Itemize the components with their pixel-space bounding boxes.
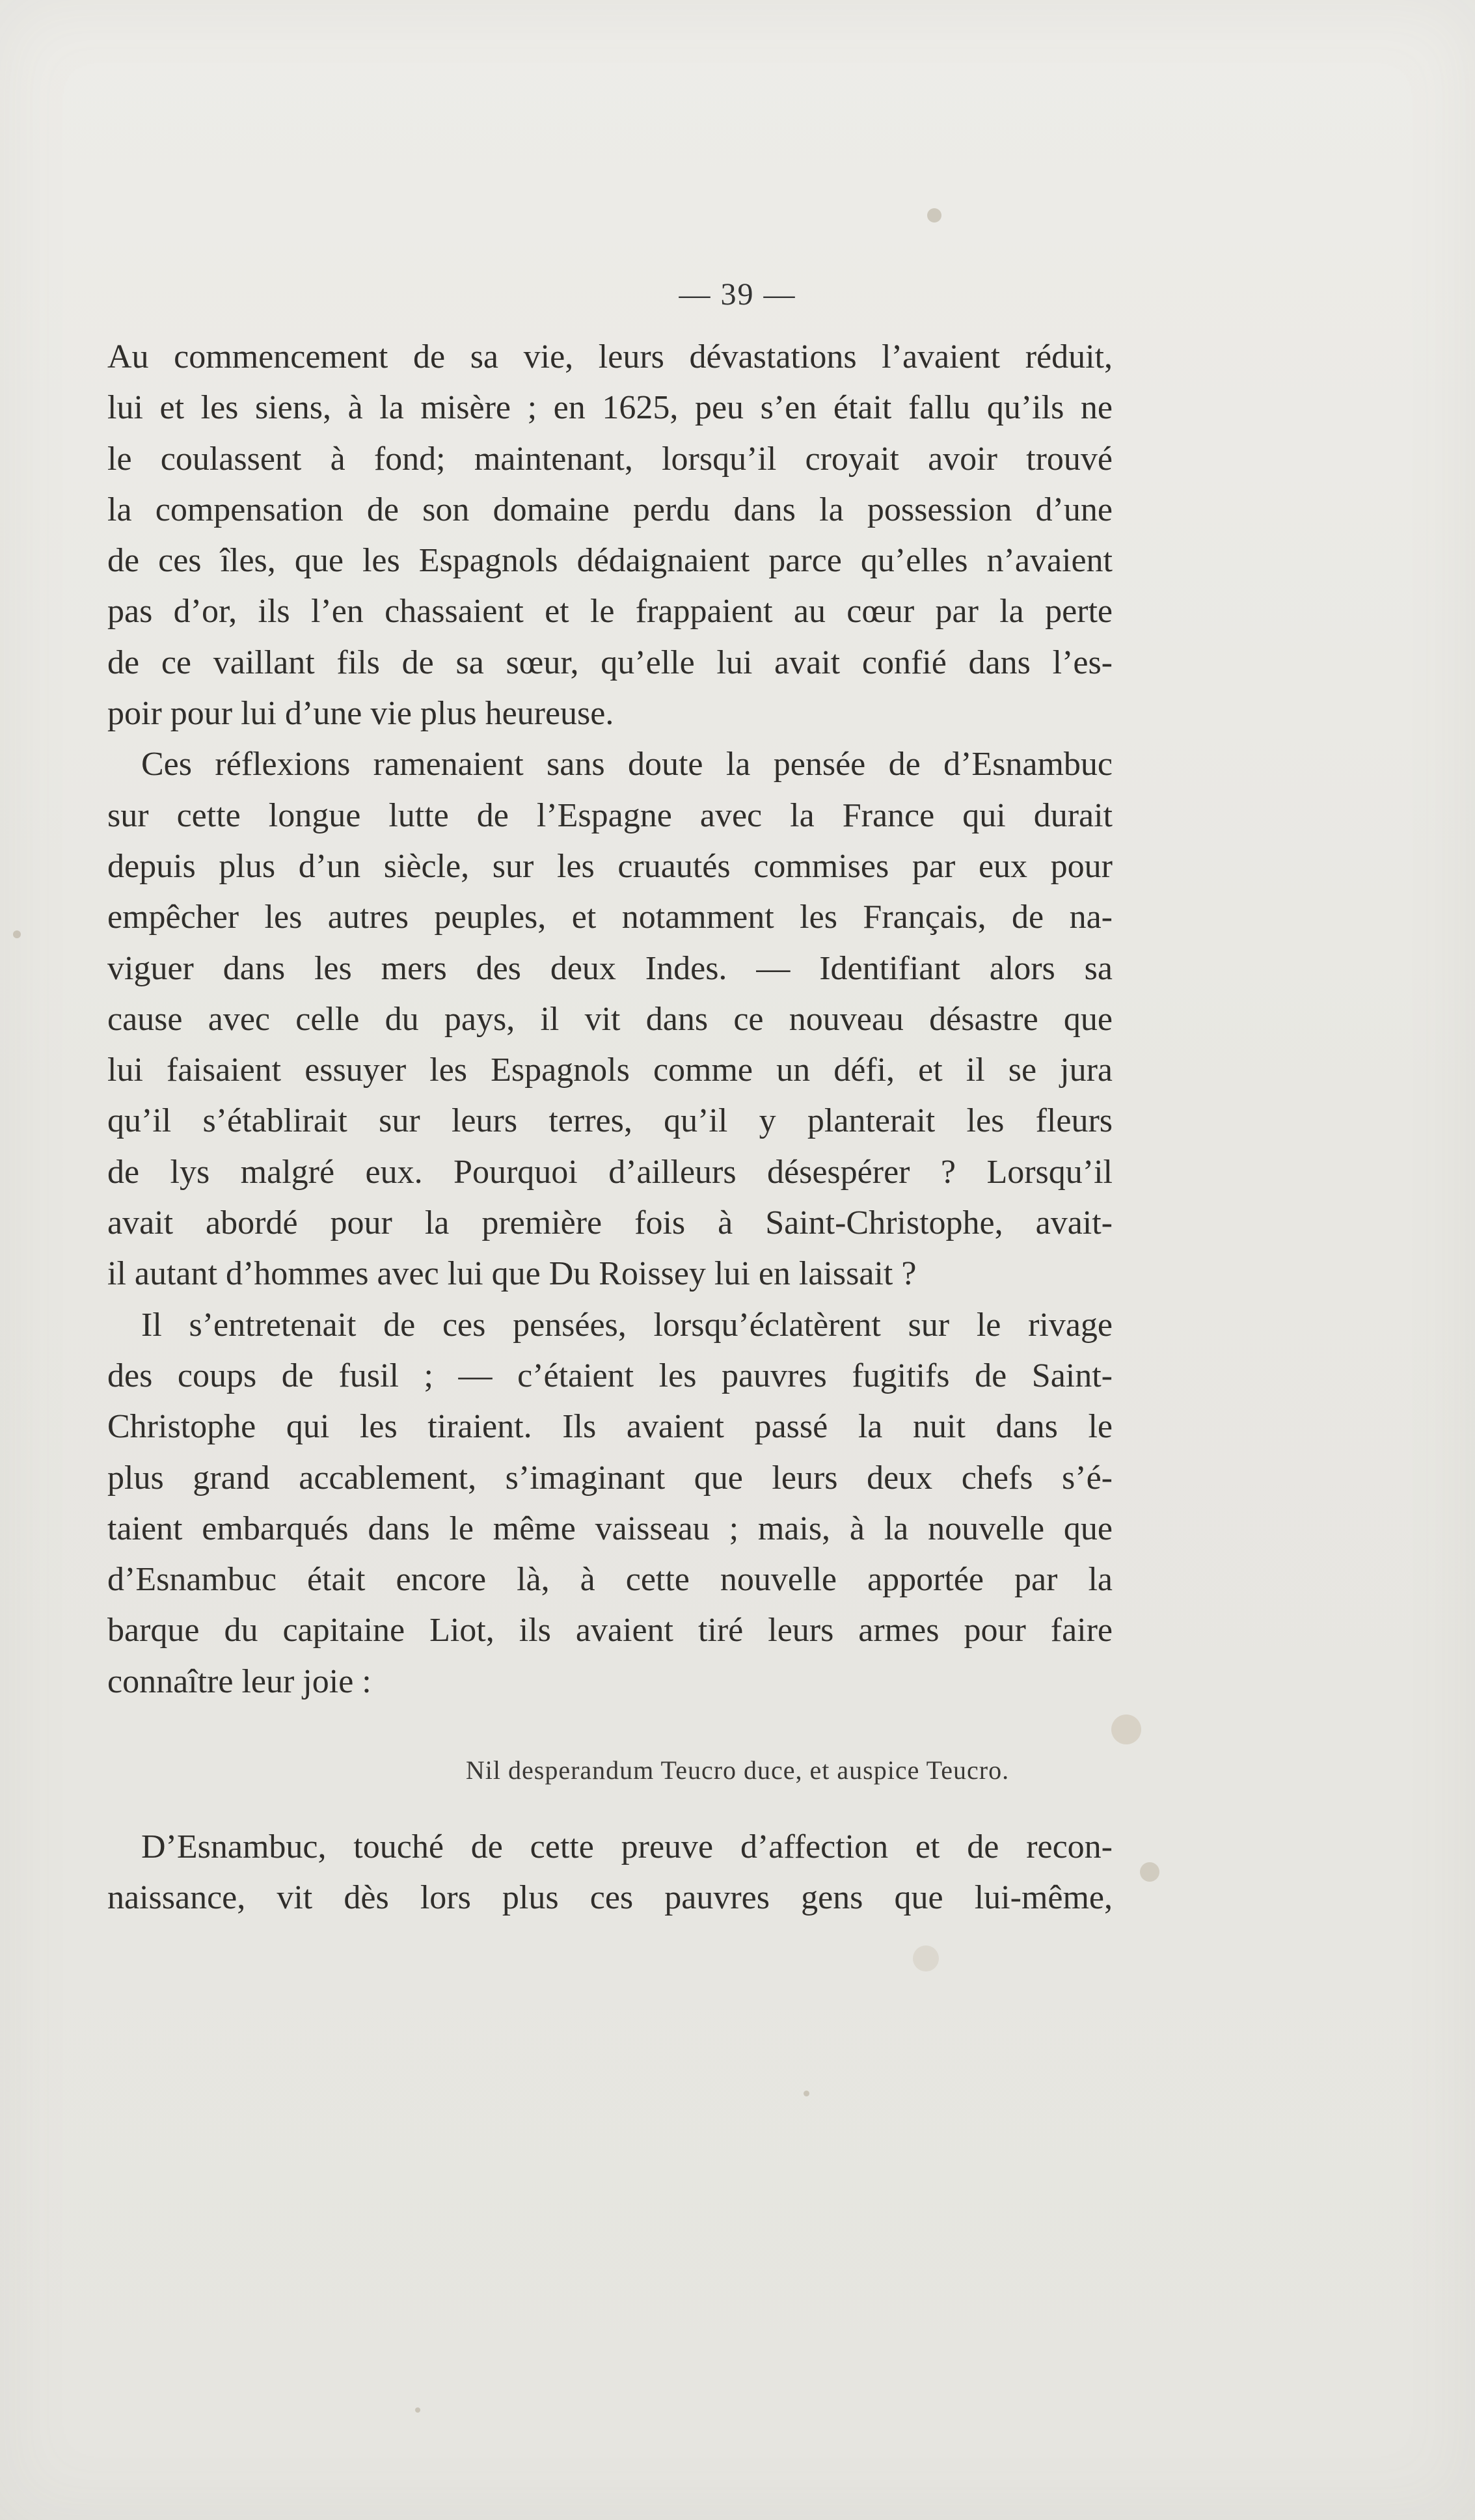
text-line: Christophe qui les tiraient. Ils avaient passé la nuit dans le — [107, 1408, 1113, 1446]
main-text — [107, 332, 1113, 1707]
text-line: lui et les siens, à la misère ; en 1625, peu s’en était fallu qu’ils ne — [107, 389, 1113, 427]
text-line: depuis plus d’un siècle, sur les cruautés commises par eux pour — [107, 847, 1113, 885]
paragraph-1 — [107, 332, 1113, 739]
text-line: Il s’entretenait de ces pensées, lorsqu’éclatèrent sur le rivage — [141, 1306, 1113, 1344]
text-line: le coulassent à fond; maintenant, lorsqu’il croyait avoir trouvé — [107, 440, 1113, 478]
text-line: sur cette longue lutte de l’Espagne avec la France qui durait — [107, 796, 1113, 834]
text-line: Au commencement de sa vie, leurs dévastations l’avaient réduit, — [107, 338, 1113, 375]
text-line: viguer dans les mers des deux Indes. — Identifiant alors sa — [107, 949, 1113, 987]
text-line: il autant d’hommes avec lui que Du Roissey lui en laissait ? — [107, 1255, 917, 1293]
paragraph-3 — [107, 1300, 1113, 1707]
text-line: cause avec celle du pays, il vit dans ce nouveau désastre que — [107, 1000, 1113, 1038]
text-line: de lys malgré eux. Pourquoi d’ailleurs désespérer ? Lorsqu’il — [107, 1153, 1113, 1191]
text-line: barque du capitaine Liot, ils avaient tiré leurs armes pour faire — [107, 1612, 1113, 1649]
text-line: taient embarqués dans le même vaisseau ; mais, à la nouvelle que — [107, 1510, 1113, 1547]
text-line: qu’il s’établirait sur leurs terres, qu’il y planterait les fleurs — [107, 1102, 1113, 1140]
text-line: des coups de fusil ; — c’étaient les pauvres fugitifs de Saint- — [107, 1357, 1113, 1394]
text-line: pas d’or, ils l’en chassaient et le frappaient au cœur par la perte — [107, 593, 1113, 630]
paragraph-2 — [107, 739, 1113, 1299]
text-line: poir pour lui d’une vie plus heureuse. — [107, 695, 614, 733]
text-line: la compensation de son domaine perdu dans la possession d’une — [107, 491, 1113, 528]
text-line: connaître leur joie : — [107, 1662, 372, 1700]
text-line: D’Esnambuc, touché de cette preuve d’affection et de recon- — [141, 1828, 1113, 1865]
page-number: — 39 — — [679, 277, 796, 312]
text-line: de ces îles, que les Espagnols dédaignaient parce qu’elles n’avaient — [107, 542, 1113, 580]
continuation-text — [107, 1822, 1113, 1924]
text-line: avait abordé pour la première fois à Saint-Christophe, avait- — [107, 1204, 1113, 1242]
latin-quote: Nil desperandum Teucro duce, et auspice Teucro. — [465, 1755, 1010, 1785]
text-line: empêcher les autres peuples, et notamment les Français, de na- — [107, 899, 1113, 936]
text-line: lui faisaient essuyer les Espagnols comme un défi, et il se jura — [107, 1051, 1113, 1089]
text-line: de ce vaillant fils de sa sœur, qu’elle lui avait confié dans l’es- — [107, 644, 1113, 681]
text-line: Ces réflexions ramenaient sans doute la pensée de d’Esnambuc — [141, 746, 1113, 783]
text-line: naissance, vit dès lors plus ces pauvres gens que lui-même, — [107, 1879, 1113, 1917]
text-line: d’Esnambuc était encore là, à cette nouvelle apportée par la — [107, 1561, 1113, 1599]
text-line: plus grand accablement, s’imaginant que leurs deux chefs s’é- — [107, 1459, 1113, 1497]
